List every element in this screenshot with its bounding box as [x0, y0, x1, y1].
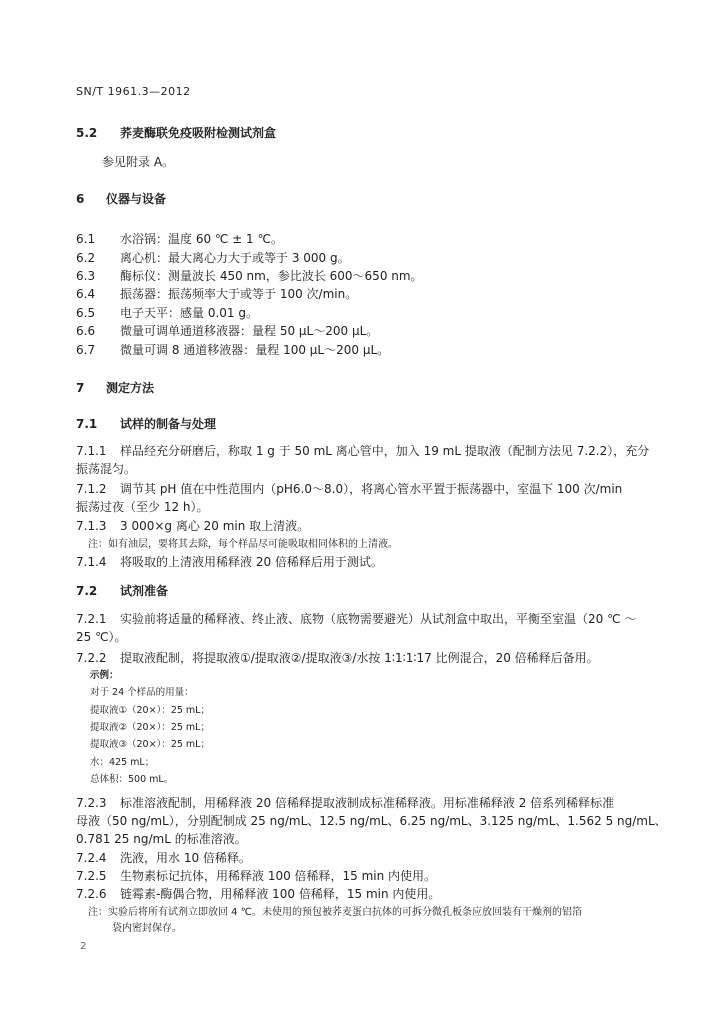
clause-6-4: [76, 287, 357, 301]
section-number: 7: [76, 381, 85, 395]
clause-number: 7.1.4: [76, 555, 107, 569]
section-7-1-heading: [76, 417, 216, 431]
section-number: 7.1: [76, 417, 98, 431]
clause-7-1-1-cont: 振荡混匀。: [76, 462, 137, 476]
page-number: 2: [80, 941, 87, 952]
clause-6-6: [76, 324, 378, 338]
standard-code-header: SN/T 1961.3—2012: [76, 85, 191, 98]
clause-7-1-3: [76, 519, 309, 533]
clause-number: 7.1.2: [76, 482, 107, 496]
section-5-2-heading: [76, 126, 276, 140]
section-number: 5.2: [76, 126, 98, 140]
clause-6-5: [76, 306, 258, 320]
clause-number: 7.2.3: [76, 796, 107, 810]
clause-number: 6.3: [76, 269, 96, 283]
clause-text: 实验前将适量的稀释液、终止液、底物（底物需要避光）从试剂盒中取出，平衡至室温（20 ℃ ～: [120, 612, 637, 626]
clause-7-2-5: [76, 869, 436, 883]
clause-number: 6.6: [76, 324, 96, 338]
section-number: 7.2: [76, 584, 98, 598]
clause-text: 洗液，用水 10 倍稀释。: [120, 851, 251, 865]
clause-number: 6.5: [76, 306, 96, 320]
section-5-2-body: 参见附录 A。: [102, 155, 175, 169]
clause-text: 标准溶液配制，用稀释液 20 倍稀释提取液制成标准稀释液。用标准稀释液 2 倍系列稀释标准: [120, 796, 615, 810]
clause-text: 酶标仪：测量波长 450 nm，参比波长 600～650 nm。: [120, 269, 423, 283]
example-line: 提取液③（20×）：25 mL；: [90, 739, 210, 750]
clause-7-1-4: [76, 555, 383, 569]
example-line: 对于 24 个样品的用量：: [90, 687, 194, 698]
clause-7-2-4: [76, 851, 251, 865]
clause-6-2: [76, 251, 350, 265]
clause-7-2-1: [76, 612, 636, 626]
clause-number: 6.2: [76, 251, 96, 265]
clause-text: 样品经充分研磨后，称取 1 g 于 50 mL 离心管中，加入 19 mL 提取液（配制方法见 7.2.2），充分: [120, 444, 650, 458]
note-7-1: 注：如有油层，要将其去除，每个样品尽可能吸取相同体积的上清液。: [88, 539, 398, 550]
clause-text: 电子天平：感量 0.01 g。: [120, 306, 258, 320]
clause-number: 7.2.1: [76, 612, 107, 626]
example-line: 水：425 mL；: [90, 757, 155, 768]
note-7-2: 注：实验后将所有试剂立即放回 4 ℃。未使用的预包被荞麦蛋白抗体的可拆分微孔板条应放回装有干燥剂的铝箔: [88, 907, 582, 918]
example-line: 提取液①（20×）：25 mL；: [90, 705, 210, 716]
clause-text: 生物素标记抗体，用稀释液 100 倍稀释，15 min 内使用。: [120, 869, 437, 883]
clause-text: 将吸取的上清液用稀释液 20 倍稀释后用于测试。: [120, 555, 383, 569]
clause-7-2-3-cont: 母液（50 ng/mL），分别配制成 25 ng/mL、12.5 ng/mL、6.25 ng/mL、3.125 ng/mL、1.562 5 ng/mL、: [76, 814, 667, 828]
clause-7-1-2-cont: 振荡过夜（至少 12 h）。: [76, 500, 209, 514]
clause-text: 3 000×g 离心 20 min 取上清液。: [120, 519, 310, 533]
clause-number: 6.4: [76, 287, 96, 301]
section-title: 试样的制备与处理: [120, 417, 217, 431]
clause-text: 水浴锅：温度 60 ℃ ± 1 ℃。: [120, 232, 283, 246]
clause-7-1-1: [76, 444, 649, 458]
clause-text: 提取液配制，将提取液①/提取液②/提取液③/水按 1∶1∶1∶17 比例混合，20 倍稀释后备用。: [120, 651, 599, 665]
clause-text: 振荡器：振荡频率大于或等于 100 次/min。: [120, 287, 358, 301]
clause-number: 7.1.3: [76, 519, 107, 533]
clause-6-1: [76, 232, 283, 246]
clause-number: 6.1: [76, 232, 96, 246]
clause-7-2-1-cont: 25 ℃）。: [76, 630, 127, 644]
clause-number: 7.2.4: [76, 851, 107, 865]
clause-text: 微量可调 8 通道移液器：量程 100 μL～200 μL。: [120, 343, 390, 357]
clause-number: 7.1.1: [76, 444, 107, 458]
clause-7-2-3: [76, 796, 614, 810]
section-6-heading: [76, 192, 166, 206]
clause-7-2-3-cont: 0.781 25 ng/mL 的标准溶液。: [76, 832, 247, 846]
section-7-2-heading: [76, 584, 168, 598]
clause-7-2-6: [76, 887, 440, 901]
clause-7-2-2: [76, 651, 599, 665]
clause-number: 7.2.6: [76, 887, 107, 901]
clause-text: 调节其 pH 值在中性范围内（pH6.0～8.0），将离心管水平置于振荡器中，室温下 100 次/min: [120, 482, 623, 496]
section-number: 6: [76, 192, 85, 206]
section-title: 试剂准备: [120, 584, 169, 598]
example-line: 提取液②（20×）：25 mL；: [90, 722, 210, 733]
section-title: 仪器与设备: [106, 192, 167, 206]
section-title: 荞麦酶联免疫吸附检测试剂盒: [120, 126, 277, 140]
clause-number: 6.7: [76, 343, 96, 357]
clause-7-1-2: [76, 482, 622, 496]
clause-text: 微量可调单通道移液器：量程 50 μL～200 μL。: [120, 324, 379, 338]
example-line: 总体积：500 mL。: [90, 774, 174, 785]
clause-text: 离心机：最大离心力大于或等于 3 000 g。: [120, 251, 350, 265]
clause-6-3: [76, 269, 423, 283]
section-title: 测定方法: [106, 381, 155, 395]
clause-number: 7.2.2: [76, 651, 107, 665]
clause-6-7: [76, 343, 389, 357]
section-7-heading: [76, 381, 154, 395]
note-7-2-cont: 袋内密封保存。: [112, 923, 182, 934]
example-label: 示例：: [90, 670, 119, 681]
clause-number: 7.2.5: [76, 869, 107, 883]
clause-text: 链霉素-酶偶合物，用稀释液 100 倍稀释，15 min 内使用。: [120, 887, 441, 901]
